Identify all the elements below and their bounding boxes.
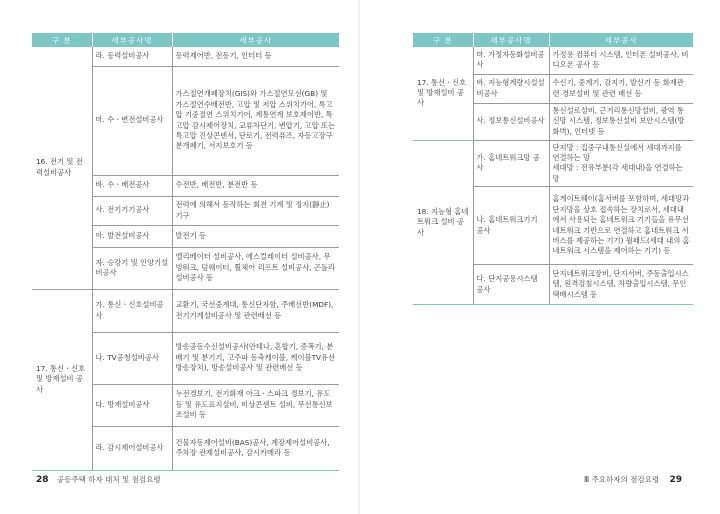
- detail-cell: 단지망 : 집중구내통신실에서 세대까지를 연결하는 망 세대망 : 전유부분(각 세대내)을 연결하는 망: [549, 140, 693, 187]
- header-subname: 세부공사명: [473, 33, 549, 47]
- page-number: 29: [669, 475, 683, 485]
- header-detail: 세부공사: [172, 33, 339, 47]
- detail-cell: 수신기, 중계기, 감지기, 발신기 등 화재관련 경보설비 및 관련 배선 등: [549, 74, 693, 103]
- detail-cell: 수전반, 배전반, 분전반 등: [172, 175, 339, 196]
- header-category: 구 분: [413, 33, 473, 47]
- table-row: [32, 289, 339, 332]
- sub-cell: 라. 감시제어설비공사: [92, 426, 172, 470]
- sub-cell: 가. 홈네트워크망 공사: [473, 140, 549, 187]
- left-footer: [36, 474, 161, 485]
- chapter-title: Ⅲ 주요하자의 점검요령: [584, 475, 660, 484]
- sub-cell: 아. 발전설비공사: [92, 225, 172, 247]
- header-detail: 세부공사: [549, 33, 693, 47]
- sub-cell: 가. 통신ㆍ신호설비공사: [92, 289, 172, 332]
- detail-cell: 엘리베이터 설비공사, 에스컬레이터 설비공사, 무빙워크, 덤웨이터, 휠체어 리프트 설비공사, 곤돌라설비공사 등: [172, 247, 339, 289]
- detail-cell: 단지네트워크장비, 단지서버, 주동출입시스템, 원격검침시스템, 차량출입시스템, 무인택배시스템 등: [549, 265, 693, 305]
- page-number: 28: [36, 475, 49, 485]
- detail-cell: 건물자동제어설비(BAS)공사, 계장제어설비공사, 주차장 관제설비공사, 감시카메라 등: [172, 426, 339, 470]
- sub-cell: 다. 단지공용시스템 공사: [473, 265, 549, 305]
- header-subname: 세부공사명: [92, 33, 172, 47]
- category-cell: 17. 통신ㆍ신호 및 방재설비 공사: [32, 289, 92, 470]
- detail-cell: 발전기 등: [172, 225, 339, 247]
- sub-cell: 나. TV공청설비공사: [92, 332, 172, 384]
- detail-cell: 통신설로설비, 근거리통신망설비, 광역 통신망 시스템, 정보통신설비 보안시스템(방화벽), 인터넷 등: [549, 103, 693, 140]
- sub-cell: 마. 가정자동화설비공사: [473, 47, 549, 74]
- sub-cell: 사. 전기기기공사: [92, 196, 172, 225]
- detail-cell: 가스절연개폐장치(GIS)와 가스절연모선(GB) 및 가스절연수배전반, 고압 및 저압 스위치기어, 특고압 기중절연 스위치기어, 계통연계 보호제어반, 특고압 감시제어장치, 교류차단기, 변압기, 고압 또는 특고압 진상콘덴서, 단로기, 전력퓨즈, 자동고장구분개폐기, 서지보호기 등: [172, 66, 339, 175]
- table-row: [413, 140, 693, 187]
- detail-cell: 가정용 컴퓨터 시스템, 인터폰 설비공사, 비디오폰 공사 등: [549, 47, 693, 74]
- table-header-row: [32, 33, 339, 47]
- detail-cell: 홈게이트웨이(홈서버를 포함하며, 세대망과 단지망을 상호 접속하는 장치로서, 세대내에서 사용되는 홈네트워크 기기들을 유무선 네트워크 기반으로 연결하고 홈네트워크 서비스를 제공하는 기기) 월패드(세대 내의 홈네트워크 시스템을 제어하는 기기) 등: [549, 187, 693, 265]
- sub-cell: 바. 지능형계량시설설비공사: [473, 74, 549, 103]
- left-construction-table: [32, 33, 339, 471]
- sub-cell: 사. 정보통신설비공사: [473, 103, 549, 140]
- category-cell: 16. 전기 및 전력설비공사: [32, 47, 92, 289]
- sub-cell: 라. 동력설비공사: [92, 47, 172, 66]
- sub-cell: 자. 승강기 및 인양기설비공사: [92, 247, 172, 289]
- table-row: [413, 47, 693, 74]
- detail-cell: 동력제어반, 전동기, 인터터 등: [172, 47, 339, 66]
- book-title: 공동주택 하자 대처 및 점검요령: [56, 475, 161, 484]
- sub-cell: 나. 홈네트워크기기 공사: [473, 187, 549, 265]
- detail-cell: 방송공동수신설비공사(안테나, 혼합기, 증폭기, 분배기 및 분기기, 고주파 동축케이블, 케이블TV유선방송장치), 방송설비공사 및 관련배선 등: [172, 332, 339, 384]
- sub-cell: 다. 방재설비공사: [92, 384, 172, 426]
- detail-cell: 전력에 의해서 동작하는 회전 기계 및 정지(靜止)기구: [172, 196, 339, 225]
- right-construction-table: [413, 33, 693, 305]
- category-cell: 17. 통신ㆍ신호 및 방재설비 공사: [413, 47, 473, 140]
- table-header-row: [413, 33, 693, 47]
- sub-cell: 마. 수ㆍ변전설비공사: [92, 66, 172, 175]
- category-cell: 18. 지능형 홈네트워크 설비 공사: [413, 140, 473, 305]
- table-row: [32, 47, 339, 66]
- sub-cell: 바. 수ㆍ배전공사: [92, 175, 172, 196]
- right-footer: [584, 474, 682, 485]
- detail-cell: 누전경보기, 전기화재 아크ㆍ스파크 경보기, 유도등 및 유도표지설비, 비상콘센트 설비, 무선통신보조설비 등: [172, 384, 339, 426]
- detail-cell: 교환기, 국선중계대, 통신단자함, 주배선반(MDF), 전기기계설비공사 및 관련배선 등: [172, 289, 339, 332]
- header-category: 구 분: [32, 33, 92, 47]
